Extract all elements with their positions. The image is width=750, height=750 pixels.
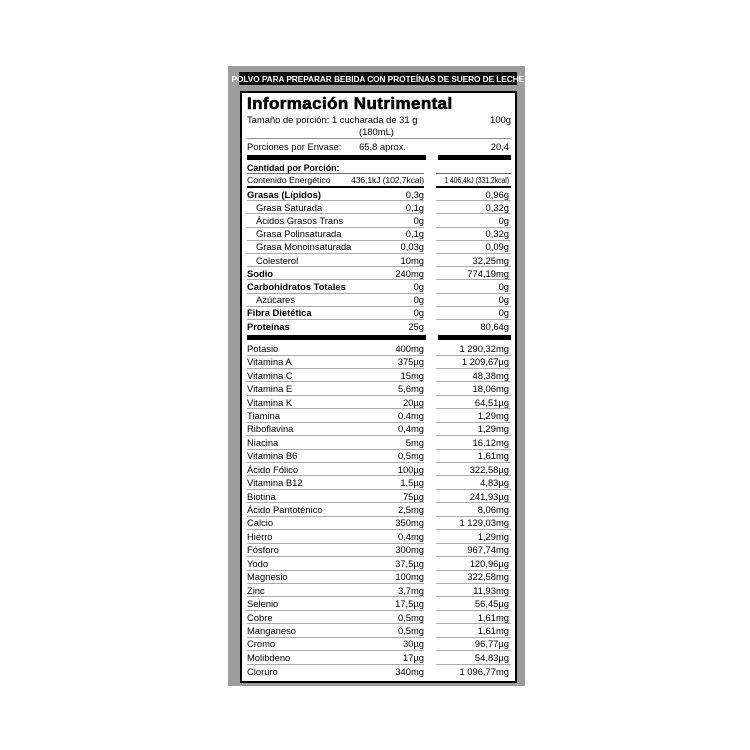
value-per-serving: 3,7mg [397, 584, 424, 596]
column-gap [424, 571, 436, 584]
column-gap [424, 597, 436, 610]
nutrient-row [247, 557, 511, 570]
nutrient-right-seg [436, 624, 511, 637]
value-per-serving: 100µg [397, 463, 424, 475]
nutrient-left-seg [247, 436, 424, 449]
nutrient-right-seg [436, 597, 511, 610]
nutrient-left-seg [247, 369, 424, 382]
value-per-100g: 54,83µg [474, 651, 509, 663]
nutrient-left-seg [247, 503, 424, 516]
servings-per-100g-value: 20,4 [490, 140, 509, 152]
value-per-100g: 1,29mg [477, 530, 509, 542]
nutrient-name: Ácido Fólico [247, 463, 299, 475]
nutrient-left-seg [247, 228, 424, 241]
value-per-serving: 15mg [400, 369, 424, 381]
nutrient-name: Vitamina E [247, 383, 293, 395]
nutrient-row [247, 423, 511, 436]
nutrient-right-seg [436, 450, 511, 463]
value-per-100g: 322,58mg [467, 571, 509, 583]
value-per-100g: 0g [498, 214, 509, 226]
value-per-100g: 64,51µg [474, 396, 509, 408]
nutrient-name: Cromo [247, 638, 276, 650]
serving-size-100g: 100g [490, 114, 511, 125]
nutrient-left-seg [247, 267, 424, 280]
value-per-100g: 8,06mg [477, 504, 509, 516]
value-per-100g: 0,32g [485, 201, 509, 213]
servings-left-seg [247, 139, 424, 153]
column-gap [424, 174, 436, 188]
nutrient-left-seg [247, 517, 424, 530]
nutrient-right-seg [436, 369, 511, 382]
amount-per-serving-row [247, 162, 511, 174]
value-per-100g: 967,74mg [467, 544, 509, 556]
nutrient-name: Ácido Pantoténico [247, 504, 323, 516]
nutrient-right-seg [436, 463, 511, 476]
nutrient-right-seg [436, 423, 511, 436]
nutrient-row [247, 490, 511, 503]
column-gap [424, 530, 436, 543]
value-per-100g: 1 096,77mg [459, 665, 509, 677]
thick-divider-top [247, 155, 511, 160]
value-per-serving: 0,4mg [397, 423, 424, 435]
nutrient-right-seg [436, 665, 511, 678]
value-per-serving: 0,5mg [397, 624, 424, 636]
nutrient-right-seg [436, 571, 511, 584]
nutrient-left-seg [247, 307, 424, 320]
value-per-100g: 322,58µg [469, 463, 509, 475]
nutrient-row [247, 267, 511, 280]
value-per-serving: 300mg [395, 544, 424, 556]
nutrient-row [247, 450, 511, 463]
nutrient-right-seg [436, 214, 511, 227]
nutrient-name: Carbohidratos Totales [247, 280, 346, 292]
nutrient-name: Vitamina C [247, 369, 293, 381]
value-per-serving: 0,1g [405, 228, 424, 240]
nutrient-name: Potasio [247, 342, 279, 354]
column-gap [424, 294, 436, 307]
column-gap [424, 307, 436, 320]
divider-left [247, 155, 426, 160]
value-per-serving: 75µg [402, 490, 424, 502]
column-gap [424, 544, 436, 557]
nutrient-name: Grasas (Lípidos) [247, 188, 321, 200]
value-per-100g: 0g [498, 280, 509, 292]
nutrient-right-seg [436, 651, 511, 664]
column-gap [424, 450, 436, 463]
serving-size-text: Tamaño de porción: 1 cucharada de 31 g [247, 114, 418, 125]
nutrient-name: Grasa Saturada [256, 201, 323, 213]
value-per-100g: 1 209,67µg [461, 356, 509, 368]
column-gap [424, 162, 436, 174]
nutrient-right-seg [436, 544, 511, 557]
value-per-serving: 0g [413, 214, 424, 226]
nutrient-row [247, 651, 511, 664]
nutrient-name: Zinc [247, 584, 265, 596]
nutrient-left-seg [247, 571, 424, 584]
column-gap [424, 254, 436, 267]
nutrient-row [247, 382, 511, 395]
value-per-serving: 0g [413, 307, 424, 319]
value-per-100g: 1,29mg [477, 409, 509, 421]
macronutrient-table [247, 188, 511, 333]
column-gap [424, 503, 436, 516]
column-gap [424, 139, 436, 153]
nutrient-right-seg [436, 436, 511, 449]
value-per-100g: 1,61mg [477, 450, 509, 462]
nutrient-right-seg [436, 280, 511, 293]
nutrient-right-seg [436, 342, 511, 355]
nutrient-row [247, 342, 511, 355]
energy-per-100g-value: 1 406,4kJ (331,2kcal) [444, 175, 509, 185]
nutrient-row [247, 228, 511, 241]
value-per-100g: 1,61mg [477, 611, 509, 623]
value-per-serving: 25g [408, 320, 424, 332]
value-per-100g: 0g [498, 307, 509, 319]
column-gap [424, 665, 436, 678]
nutrient-left-seg [247, 611, 424, 624]
value-per-serving: 400mg [395, 342, 424, 354]
value-per-100g: 32,25mg [472, 254, 509, 266]
divider-right [438, 155, 511, 160]
nutrient-right-seg [436, 611, 511, 624]
value-per-100g: 18,06mg [472, 383, 509, 395]
nutrient-name: Biotina [247, 490, 276, 502]
nutrition-label-title: Información Nutrimental [247, 94, 453, 113]
column-gap [424, 651, 436, 664]
divider-gap [426, 155, 438, 160]
value-per-100g: 1,61mg [477, 624, 509, 636]
nutrient-row [247, 476, 511, 489]
servings-label: Porciones por Envase: [247, 140, 342, 152]
value-per-100g: 774,19mg [467, 267, 509, 279]
column-gap [424, 396, 436, 409]
nutrient-row [247, 201, 511, 214]
divider-left [247, 335, 426, 340]
value-per-100g: 0,09g [485, 241, 509, 253]
nutrient-row [247, 584, 511, 597]
column-gap [424, 201, 436, 214]
nutrient-right-seg [436, 490, 511, 503]
nutrient-row [247, 356, 511, 369]
nutrient-row [247, 530, 511, 543]
nutrient-left-seg [247, 356, 424, 369]
nutrient-right-seg [436, 241, 511, 254]
nutrient-row [247, 254, 511, 267]
value-per-serving: 17,5µg [395, 598, 424, 610]
nutrient-left-seg [247, 651, 424, 664]
value-per-serving: 2,5mg [397, 504, 424, 516]
value-per-100g: 1,29mg [477, 423, 509, 435]
nutrient-name: Hierro [247, 530, 273, 542]
nutrient-name: Cloruro [247, 665, 278, 677]
energy-row [247, 174, 511, 188]
nutrient-right-seg [436, 396, 511, 409]
value-per-100g: 4,83µg [480, 477, 509, 489]
nutrient-left-seg [247, 241, 424, 254]
nutrient-right-seg [436, 254, 511, 267]
nutrient-row [247, 241, 511, 254]
nutrient-name: Proteínas [247, 320, 290, 332]
column-gap [424, 342, 436, 355]
nutrient-left-seg [247, 476, 424, 489]
nutrient-name: Magnesio [247, 571, 288, 583]
energy-left-seg [247, 174, 424, 188]
nutrient-left-seg [247, 638, 424, 651]
nutrient-left-seg [247, 463, 424, 476]
column-gap [424, 267, 436, 280]
value-per-serving: 37,5µg [395, 557, 424, 569]
column-gap [424, 320, 436, 333]
value-per-serving: 5mg [405, 436, 424, 448]
nutrient-right-seg [436, 557, 511, 570]
serving-size-volume [247, 126, 511, 137]
value-per-100g: 56,45µg [474, 598, 509, 610]
value-per-serving: 375µg [397, 356, 424, 368]
value-per-100g: 11,93mg [473, 584, 509, 596]
nutrient-name: Vitamina A [247, 356, 292, 368]
product-type-text: POLVO PARA PREPARAR BEBIDA CON PROTEÍNAS DE SUERO DE LECHE [231, 73, 525, 84]
nutrient-right-seg [436, 294, 511, 307]
thick-divider-middle [247, 335, 511, 340]
nutrient-right-seg [436, 382, 511, 395]
nutrient-left-seg [247, 544, 424, 557]
value-per-serving: 0,5mg [397, 450, 424, 462]
servings-per-container-row [247, 139, 511, 153]
amount-right-seg [436, 162, 511, 174]
nutrient-name: Vitamina K [247, 396, 293, 408]
nutrient-left-seg [247, 409, 424, 422]
nutrient-row [247, 597, 511, 610]
column-gap [424, 228, 436, 241]
nutrient-row [247, 611, 511, 624]
column-gap [424, 584, 436, 597]
value-per-100g: 120,96µg [469, 557, 509, 569]
nutrient-left-seg [247, 294, 424, 307]
nutrient-left-seg [247, 450, 424, 463]
value-per-serving: 0,03g [400, 241, 424, 253]
value-per-serving: 0,5mg [397, 611, 424, 623]
value-per-100g: 0,32g [485, 228, 509, 240]
nutrient-left-seg [247, 280, 424, 293]
nutrient-row [247, 280, 511, 293]
nutrient-name: Sodio [247, 267, 274, 279]
nutrient-row [247, 624, 511, 637]
nutrient-row [247, 544, 511, 557]
nutrient-right-seg [436, 584, 511, 597]
nutrient-row [247, 638, 511, 651]
nutrient-name: Calcio [247, 517, 274, 529]
nutrient-right-seg [436, 476, 511, 489]
serving-size-block [247, 113, 511, 139]
value-per-serving: 340mg [395, 665, 424, 677]
nutrient-right-seg [436, 409, 511, 422]
nutrient-row [247, 571, 511, 584]
nutrient-left-seg [247, 530, 424, 543]
value-per-serving: 5,6mg [397, 383, 424, 395]
column-gap [424, 463, 436, 476]
nutrient-name: Cobre [247, 611, 273, 623]
divider-right [438, 335, 511, 340]
nutrient-right-seg [436, 188, 511, 201]
value-per-serving: 100mg [395, 571, 424, 583]
column-gap [424, 436, 436, 449]
nutrient-left-seg [247, 597, 424, 610]
nutrient-row [247, 188, 511, 201]
nutrient-left-seg [247, 624, 424, 637]
nutrient-row [247, 463, 511, 476]
nutrient-right-seg [436, 356, 511, 369]
nutrient-name: Fósforo [247, 544, 279, 556]
nutrient-right-seg [436, 530, 511, 543]
energy-right-seg [436, 174, 511, 188]
value-per-serving: 0,1g [405, 201, 424, 213]
column-gap [424, 490, 436, 503]
nutrient-name: Niacina [247, 436, 279, 448]
value-per-100g: 1 290,32mg [459, 342, 509, 354]
column-gap [424, 557, 436, 570]
nutrient-left-seg [247, 423, 424, 436]
nutrient-right-seg [436, 307, 511, 320]
value-per-100g: 0g [498, 294, 509, 306]
nutrient-left-seg [247, 584, 424, 597]
value-per-100g: 241,93µg [469, 490, 509, 502]
nutrient-row [247, 320, 511, 333]
nutrient-left-seg [247, 490, 424, 503]
nutrient-row [247, 436, 511, 449]
column-gap [424, 369, 436, 382]
servings-right-seg [436, 139, 511, 153]
value-per-100g: 1 129,03mg [459, 517, 509, 529]
nutrient-name: Azúcares [256, 294, 296, 306]
nutrient-row [247, 307, 511, 320]
nutrient-row [247, 214, 511, 227]
nutrient-left-seg [247, 342, 424, 355]
column-gap [424, 382, 436, 395]
value-per-serving: 30µg [402, 638, 424, 650]
serving-size-row [247, 113, 511, 126]
column-gap [424, 517, 436, 530]
nutrient-name: Grasa Polinsaturada [256, 228, 342, 240]
nutrient-row [247, 517, 511, 530]
value-per-100g: 80,64g [480, 320, 509, 332]
value-per-serving: 0,4mg [397, 530, 424, 542]
nutrient-left-seg [247, 665, 424, 678]
nutrient-right-seg [436, 267, 511, 280]
nutrient-row [247, 369, 511, 382]
column-gap [424, 188, 436, 201]
value-per-100g: 0,96g [485, 188, 509, 200]
product-type-banner [231, 72, 525, 85]
value-per-serving: 0,3g [405, 188, 424, 200]
nutrient-left-seg [247, 188, 424, 201]
nutrient-name: Colesterol [256, 254, 299, 266]
micronutrient-table [247, 342, 511, 678]
serving-volume-text: (180mL) [359, 126, 394, 137]
nutrient-left-seg [247, 214, 424, 227]
nutrient-right-seg [436, 638, 511, 651]
value-per-serving: 17µg [402, 651, 424, 663]
nutrient-name: Selenio [247, 598, 279, 610]
value-per-serving: 240mg [395, 267, 424, 279]
value-per-serving: 10mg [400, 254, 424, 266]
nutrient-name: Ácidos Grasos Trans [256, 214, 344, 226]
value-per-100g: 48,38mg [472, 369, 509, 381]
nutrient-name: Vitamina B12 [247, 477, 303, 489]
nutrient-left-seg [247, 557, 424, 570]
nutrient-left-seg [247, 396, 424, 409]
nutrition-label [240, 91, 517, 683]
value-per-serving: 0g [413, 294, 424, 306]
nutrient-left-seg [247, 382, 424, 395]
nutrient-left-seg [247, 320, 424, 333]
nutrient-row [247, 665, 511, 678]
column-gap [424, 624, 436, 637]
nutrient-row [247, 503, 511, 516]
nutrient-left-seg [247, 201, 424, 214]
column-gap [424, 638, 436, 651]
nutrient-name: Vitamina B6 [247, 450, 298, 462]
column-gap [424, 280, 436, 293]
nutrient-right-seg [436, 517, 511, 530]
nutrient-name: Molibdeno [247, 651, 291, 663]
column-gap [424, 611, 436, 624]
nutrient-name: Yodo [247, 557, 269, 569]
nutrient-name: Tiamina [247, 409, 280, 421]
amount-per-serving-label: Cantidad por Porción: [247, 162, 340, 173]
nutrient-right-seg [436, 201, 511, 214]
nutrient-left-seg [247, 254, 424, 267]
nutrient-name: Grasa Monoinsaturada [256, 241, 352, 253]
value-per-100g: 96,77µg [474, 638, 509, 650]
value-per-serving: 0,4mg [397, 409, 424, 421]
column-gap [424, 409, 436, 422]
nutrient-name: Manganeso [247, 624, 296, 636]
nutrient-right-seg [436, 228, 511, 241]
value-per-serving: 20µg [402, 396, 424, 408]
energy-label: Contenido Energético [247, 175, 331, 185]
nutrient-row [247, 396, 511, 409]
value-per-100g: 16,12mg [472, 436, 509, 448]
column-gap [424, 214, 436, 227]
servings-per-serving-value: 65,8 aprox. [359, 140, 406, 152]
amount-left-seg [247, 162, 424, 174]
energy-per-serving-value: 436,1kJ (102,7kcal) [351, 175, 424, 185]
nutrient-right-seg [436, 320, 511, 333]
column-gap [424, 476, 436, 489]
divider-gap [426, 335, 438, 340]
value-per-serving: 350mg [395, 517, 424, 529]
column-gap [424, 356, 436, 369]
nutrient-row [247, 294, 511, 307]
column-gap [424, 241, 436, 254]
value-per-serving: 1,5µg [400, 477, 424, 489]
column-gap [424, 423, 436, 436]
value-per-serving: 0g [413, 280, 424, 292]
nutrient-name: Riboflavina [247, 423, 294, 435]
nutrient-row [247, 409, 511, 422]
nutrient-name: Fibra Dietética [247, 307, 312, 319]
nutrient-right-seg [436, 503, 511, 516]
